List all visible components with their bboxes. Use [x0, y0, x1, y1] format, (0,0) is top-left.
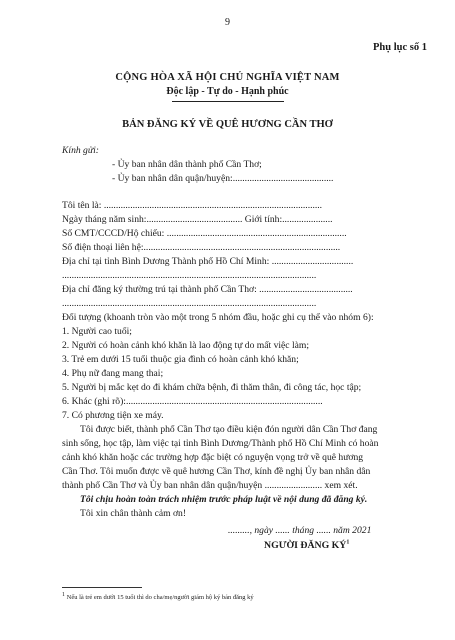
field-id-number: Số CMT/CCCD/Hộ chiếu: ........................................................................... [62, 228, 347, 239]
object-item-6: 6. Khác (ghi rõ):.................................................................................. [62, 396, 323, 407]
object-item-2: 2. Người có hoàn cảnh khó khăn là lao động tự do mất việc làm; [62, 340, 309, 351]
national-motto: Độc lập - Tự do - Hạnh phúc [166, 86, 289, 97]
footnote-mark: 1 [62, 591, 65, 598]
statement-line-3: cảnh khó khăn hoặc các trường hợp đặc biệt có nguyện vọng trở về quê hương [62, 452, 364, 463]
commitment-text: Tôi chịu hoàn toàn trách nhiệm trước pháp luật về nội dung đã đăng ký. [80, 494, 368, 505]
statement-line-1: Tôi được biết, thành phố Cần Thơ tạo điều kiện đón người dân Cần Thơ đang [80, 424, 378, 435]
footnote-text: Nếu là trẻ em dưới 15 tuổi thì do cha/mẹ/người giám hộ ký bản đăng ký [66, 594, 254, 601]
field-address-cantho: Địa chỉ đăng ký thường trú tại thành phố Cần Thơ: ....................................... [62, 284, 353, 295]
signer-label: NGƯỜI ĐĂNG KÝ [264, 540, 347, 551]
recipient-label: Kính gửi: [62, 145, 99, 156]
statement-line-2: sinh sống, học tập, làm việc tại tỉnh Bình Dương/Thành phố Hồ Chí Minh có hoàn [62, 438, 379, 449]
national-heading: CỘNG HÒA XÃ HỘI CHỦ NGHĨA VIỆT NAM [115, 72, 340, 83]
statement-line-4: Cần Thơ. Tôi muốn được về quê hương Cần Thơ, kính đề nghị Ủy ban nhân dân [62, 466, 371, 477]
statement-line-5: thành phố Cần Thơ và Ủy ban nhân dân quận/huyện ........................ xem xét. [62, 480, 358, 491]
page-number: 9 [225, 17, 230, 28]
object-item-7: 7. Có phương tiện xe máy. [62, 410, 164, 421]
recipient-line-1: - Ủy ban nhân dân thành phố Cần Thơ; [112, 159, 262, 170]
object-item-3: 3. Trẻ em dưới 15 tuổi thuộc gia đình có hoàn cảnh khó khăn; [62, 354, 299, 365]
document-title: BẢN ĐĂNG KÝ VỀ QUÊ HƯƠNG CẦN THƠ [122, 119, 333, 130]
object-intro: Đối tượng (khoanh tròn vào một trong 5 nhóm đầu, hoặc ghi cụ thể vào nhóm 6): [62, 312, 374, 323]
field-address-hcm: Địa chỉ tại tỉnh Bình Dương Thành phố Hồ Chí Minh: .................................. [62, 256, 354, 267]
footnote [62, 591, 254, 601]
footnote-divider [62, 587, 142, 588]
signer-title [264, 540, 349, 551]
recipient-line-2: - Ủy ban nhân dân quận/huyện:.......................................... [112, 173, 334, 184]
object-item-1: 1. Người cao tuổi; [62, 326, 132, 337]
field-phone: Số điện thoại liên hệ:.................................................................................. [62, 242, 341, 253]
thanks-text: Tôi xin chân thành cảm ơn! [80, 508, 187, 519]
field-address-hcm-cont: .......................................................................................................... [62, 270, 317, 281]
object-item-5: 5. Người bị mắc kẹt do đi khám chữa bệnh, đi thăm thân, đi công tác, học tập; [62, 382, 362, 393]
appendix-label: Phụ lục số 1 [373, 42, 427, 53]
field-address-cantho-cont: .......................................................................................................... [62, 298, 317, 309]
field-name: Tôi tên là: ........................................................................................... [62, 200, 323, 211]
field-birthdate-gender: Ngày tháng năm sinh:........................................ Giới tính:..................... [62, 214, 333, 225]
signer-footnote-ref: 1 [346, 539, 350, 546]
motto-underline [172, 101, 284, 102]
object-item-4: 4. Phụ nữ đang mang thai; [62, 368, 164, 379]
date-line: ........., ngày ...... tháng ...... năm 2021 [228, 525, 372, 536]
